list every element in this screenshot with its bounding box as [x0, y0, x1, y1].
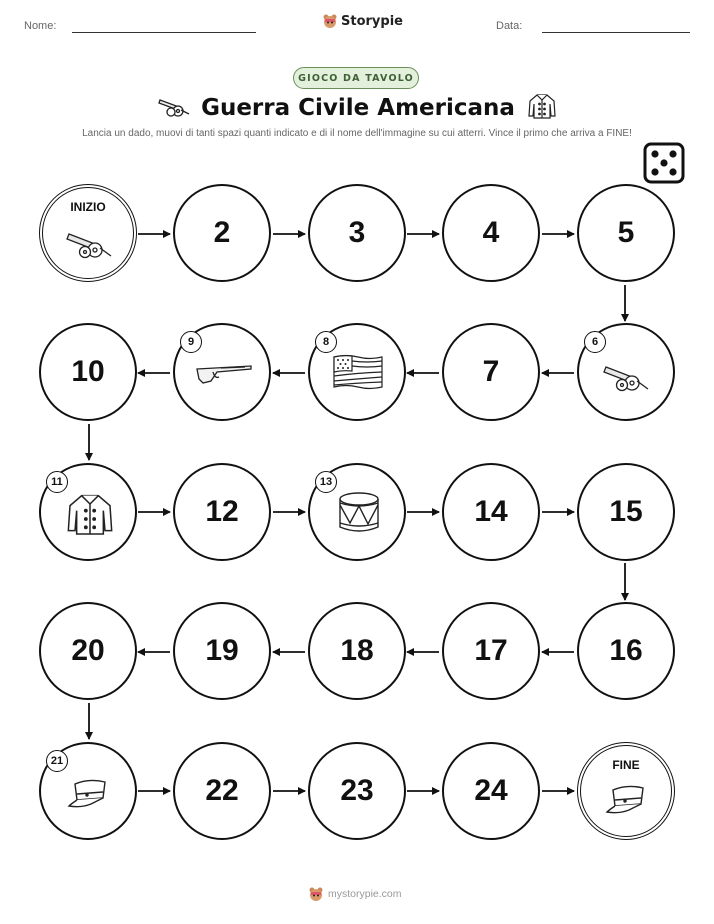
space-number: 17	[474, 634, 508, 667]
start-label: INIZIO	[70, 200, 106, 214]
space-badge: 8	[315, 331, 337, 353]
space-14[interactable]	[442, 463, 540, 561]
space-badge: 9	[180, 331, 202, 353]
footer	[308, 886, 402, 902]
space-6[interactable]	[577, 323, 675, 421]
space-11[interactable]	[39, 463, 137, 561]
space-number: 24	[474, 774, 508, 807]
footer-site[interactable]: mystorypie.com	[328, 888, 402, 900]
space-number: 16	[609, 634, 643, 667]
instructions: Lancia un dado, muovi di tanti spazi quanti indicato e di il nome dell'immagine su cui atterri. Vince il primo che arriva a FINE!	[82, 128, 632, 139]
space-12[interactable]	[173, 463, 271, 561]
space-number: 22	[205, 774, 239, 807]
end-label: FINE	[612, 758, 640, 772]
space-number: 12	[205, 495, 239, 528]
space-3[interactable]	[308, 184, 406, 282]
space-end[interactable]	[577, 742, 675, 840]
space-number: 7	[482, 355, 500, 388]
space-8[interactable]	[308, 323, 406, 421]
space-21[interactable]	[39, 742, 137, 840]
space-23[interactable]	[308, 742, 406, 840]
space-10[interactable]	[39, 323, 137, 421]
space-24[interactable]	[442, 742, 540, 840]
space-22[interactable]	[173, 742, 271, 840]
space-16[interactable]	[577, 602, 675, 700]
kepi-hat-icon	[67, 778, 111, 810]
space-badge: 6	[584, 331, 606, 353]
kepi-hat-icon	[605, 784, 649, 816]
date-label: Data:	[496, 20, 523, 32]
space-19[interactable]	[173, 602, 271, 700]
coat-icon	[65, 489, 115, 539]
space-2[interactable]	[173, 184, 271, 282]
space-15[interactable]	[577, 463, 675, 561]
drum-icon	[336, 489, 382, 537]
space-number: 18	[340, 634, 374, 667]
space-number: 20	[71, 634, 105, 667]
space-5[interactable]	[577, 184, 675, 282]
space-number: 23	[340, 774, 374, 807]
space-number: 2	[213, 216, 231, 249]
name-label: Nome:	[24, 20, 57, 32]
space-number: 4	[482, 216, 500, 249]
title-text: Guerra Civile Americana	[201, 95, 515, 121]
space-start[interactable]	[39, 184, 137, 282]
space-20[interactable]	[39, 602, 137, 700]
space-13[interactable]	[308, 463, 406, 561]
bear-icon	[308, 886, 324, 902]
space-4[interactable]	[442, 184, 540, 282]
space-badge: 21	[46, 750, 68, 772]
space-18[interactable]	[308, 602, 406, 700]
space-number: 3	[348, 216, 366, 249]
space-number: 19	[205, 634, 239, 667]
musket-icon	[195, 359, 253, 387]
space-number: 15	[609, 495, 643, 528]
brand-name: Storypie	[341, 13, 403, 29]
space-number: 10	[71, 355, 105, 388]
cannon-icon	[65, 226, 113, 262]
space-badge: 11	[46, 471, 68, 493]
space-badge: 13	[315, 471, 337, 493]
space-9[interactable]	[173, 323, 271, 421]
space-17[interactable]	[442, 602, 540, 700]
flag-icon	[332, 353, 384, 393]
category-pill: GIOCO DA TAVOLO	[293, 67, 419, 89]
space-7[interactable]	[442, 323, 540, 421]
space-number: 14	[474, 495, 508, 528]
cannon-icon	[601, 359, 651, 395]
space-number: 5	[617, 216, 635, 249]
